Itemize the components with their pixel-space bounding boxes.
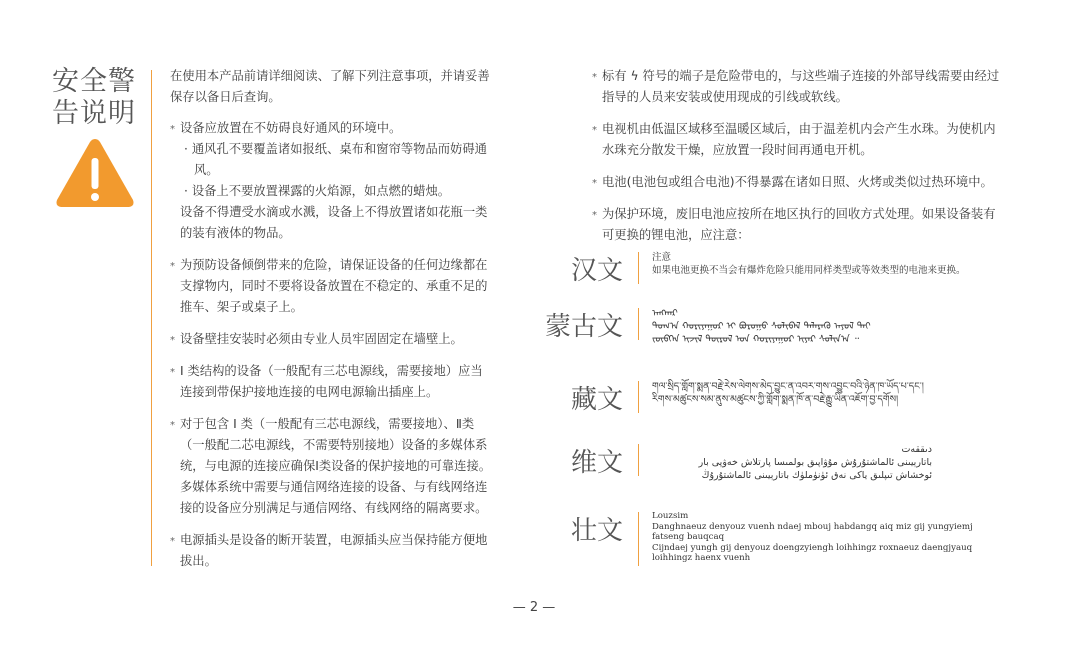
safety-item-text: * 设备应放置在不妨碍良好通风的环境中。 <box>180 121 402 135</box>
safety-item-text: * 设备壁挂安装时必须由专业人员牢固固定在墙壁上。 <box>180 332 463 346</box>
safety-sub-item: · 设备上不要放置裸露的火焰源，如点燃的蜡烛。 <box>184 184 451 198</box>
safety-item-text: * 对于包含 Ⅰ 类（一般配有三芯电源线，需要接地）、Ⅱ类（一般配二芯电源线，不需要特别接地）设备的多媒体系统，与电源的连接应确保Ⅰ类设备的保护接地的可靠连接。多媒体系统中需要与通信网络连接的设备、与有线网络连接的设备应分别满足与通信网络、有线网络的隔离要求。 <box>180 417 492 515</box>
language-name: 蒙古文 <box>544 312 623 342</box>
safety-item: * 为保护环境，废旧电池应按所在地区执行的回收方式处理。如果设备装有可更换的锂电池，应注意： <box>592 204 1004 246</box>
language-warning-line: ᠵᠥᠪᠬᠡᠨ ᠢᠵᠢᠯ ᠲᠥᠷᠥᠯ ᠤᠨ ᠬᠤᠷᠢᠶᠠᠭᠤᠷ ᠢᠶᠠᠷ ᠰᠣᠯᠢᠨ᠎ᠠ ᠃ <box>652 334 860 345</box>
language-name: 维文 <box>570 448 623 478</box>
language-name: 汉文 <box>570 256 623 286</box>
page-number: — 2 — <box>512 600 556 615</box>
safety-sub-item: · 通风孔不要覆盖诸如报纸、桌布和窗帘等物品而妨碍通风。 <box>184 142 487 177</box>
language-warning-text <box>652 251 1004 277</box>
page-title: 安全警告说明 <box>52 66 136 129</box>
warning-icon <box>54 136 136 210</box>
language-warning-line: Cijndaej yungh gij denyouz doengzyiengh loihhingz roxnaeuz daengjyauq loihhingz haenx vuenh <box>652 542 973 563</box>
language-warning-line: རིགས་མཚུངས་སམ་ནུས་མཚུངས་ཀྱི་གློག་སྨན་ཁོ་ན་བརྗེ་རྒྱུ་ཡིན་འཇོག་བྱ་དགོས། <box>652 394 899 405</box>
safety-item-note: 设备不得遭受水滴或水溅，设备上不得放置诸如花瓶一类的装有液体的物品。 <box>180 205 488 240</box>
safety-item <box>170 255 492 318</box>
language-warning-line: Louzsim <box>652 511 689 521</box>
language-warning-line: باتارېيىنى ئالماشتۇرۇش مۇۋاپىق بولمىسا پارتلاش خەۋپى بار <box>698 457 932 468</box>
language-name: 壮文 <box>570 516 623 546</box>
language-warning-line: ᠲᠣᠭ᠎ᠠ ᠬᠤᠷᠢᠶᠠᠭᠤᠷ ᠢ ᠪᠤᠷᠤᠭᠤ ᠰᠣᠯᠢᠪᠠᠯ ᠳᠡᠯᠡᠷᠡᠬᠦ ᠠᠶᠤᠯ ᠲᠠᠢ <box>652 321 871 332</box>
left-column <box>170 66 492 583</box>
right-column <box>592 66 1004 257</box>
language-divider <box>638 512 639 566</box>
safety-item <box>170 118 492 244</box>
language-warning-line: 注意 <box>652 252 672 263</box>
language-divider <box>638 381 639 413</box>
safety-item: * 电视机由低温区域移至温暖区域后，由于温差机内会产生水珠。为使机内水珠充分散发干燥，应放置一段时间再通电开机。 <box>592 119 1004 161</box>
language-name: 藏文 <box>570 385 623 415</box>
safety-item-text: * Ⅰ 类结构的设备（一般配有三芯电源线，需要接地）应当连接到带保护接地连接的电网电源输出插座上。 <box>180 364 483 399</box>
intro-text: 在使用本产品前请详细阅读、了解下列注意事项，并请妥善保存以备日后查询。 <box>170 69 490 104</box>
safety-item <box>170 414 492 519</box>
left-divider <box>151 70 152 566</box>
language-divider <box>638 252 639 284</box>
language-warning-line: 如果电池更换不当会有爆炸危险只能用同样类型或等效类型的电池来更换。 <box>652 265 966 276</box>
safety-item-text: * 电源插头是设备的断开装置，电源插头应当保持能方便地拔出。 <box>180 533 488 568</box>
language-warning-line: གལ་སྲིད་གློག་སྨན་བརྗེ་རེས་ལེགས་མེད་བྱུང་ན་འབར་གས་འབྱུང་བའི་ཉེན་ཁ་ཡོད་པ་དང་། <box>652 381 924 392</box>
language-warning-text <box>652 380 1004 406</box>
safety-item-text: * 为预防设备倾倒带来的危险，请保证设备的任何边缘都在支撑物内，同时不要将设备放置在不稳定的、承重不足的推车、架子或桌子上。 <box>180 258 488 314</box>
language-warning-text <box>652 307 1004 346</box>
language-divider <box>638 308 639 340</box>
safety-item <box>170 530 492 572</box>
language-warning-line: Danghnaeuz denyouz vuenh ndaej mbouj habdangq aiq miz gij yungyiemj fatseng bauqcaq <box>652 521 973 542</box>
language-warning-line: ئوخشاش تىپلىق ياكى نەق ئۈنۈملۈك باتارېيىنى ئالماشتۇرۇڭ <box>701 470 932 481</box>
safety-item <box>170 361 492 403</box>
safety-item: * 标有 ϟ 符号的端子是危险带电的，与这些端子连接的外部导线需要由经过指导的人员来安装或使用现成的引线或软线。 <box>592 66 1004 108</box>
language-warning-text <box>652 443 932 482</box>
safety-item: * 电池(电池包或组合电池)不得暴露在诸如日照、火烤或类似过热环境中。 <box>592 172 1004 193</box>
language-warning-text <box>652 511 1004 564</box>
language-warning-line: ᠠᠩᠬᠠᠷ <box>652 308 678 319</box>
language-divider <box>638 444 639 476</box>
language-warning-line: دىققەت <box>901 444 932 455</box>
safety-item <box>170 329 492 350</box>
